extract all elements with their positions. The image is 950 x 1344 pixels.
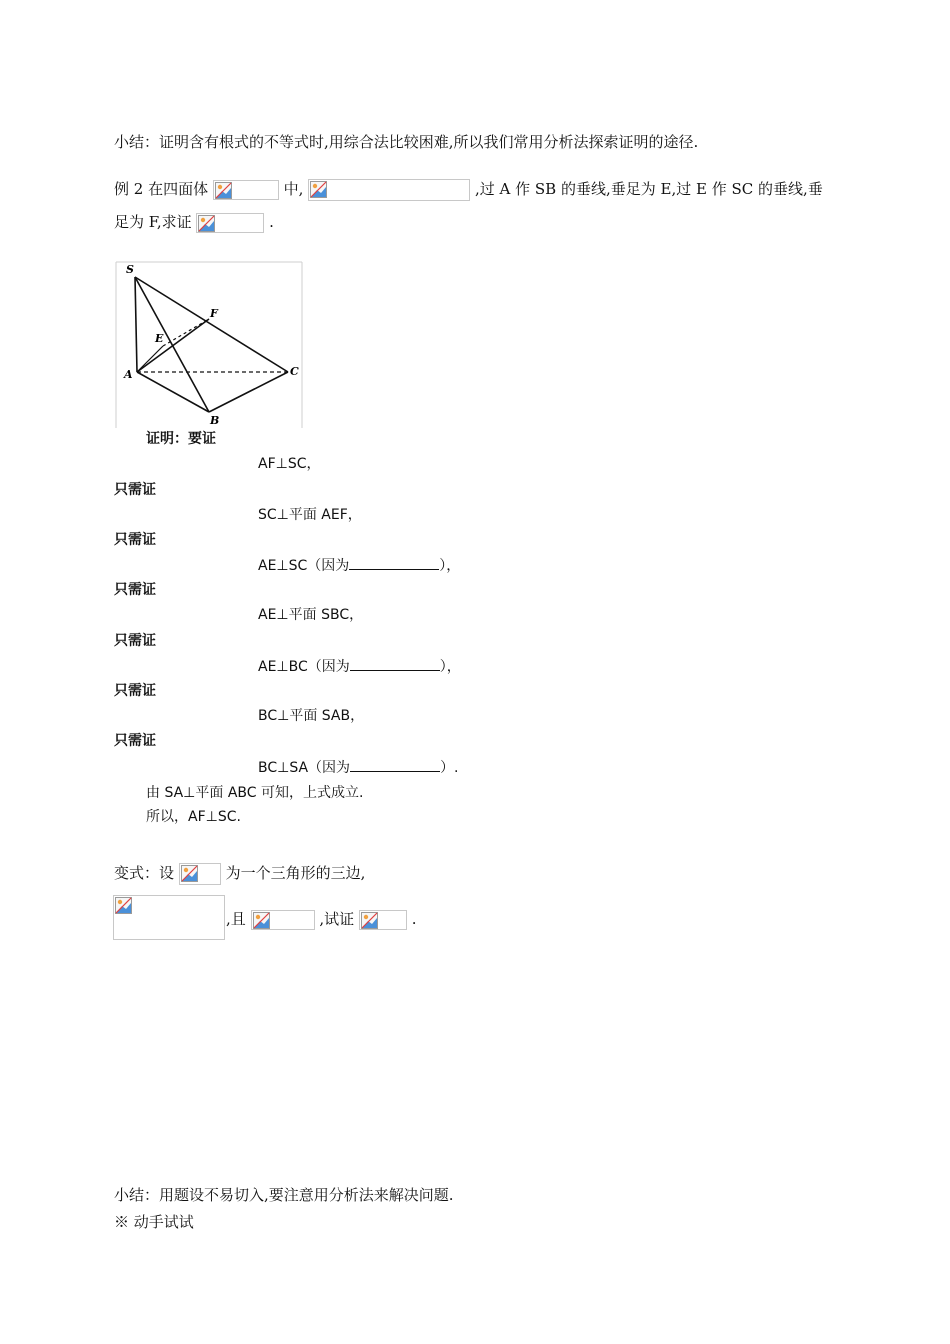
proof-intro: 证明：要证: [146, 431, 216, 447]
summary-text-1: 小结：证明含有根式的不等式时,用综合法比较困难,所以我们常用分析法探索证明的途径.: [114, 133, 699, 151]
variant-line-2: [113, 895, 225, 940]
proof-step-3-end: ），: [439, 558, 461, 574]
try-it-heading: ※ 动手试试: [114, 1213, 194, 1231]
variant-suffix: 为一个三角形的三边,: [225, 864, 366, 882]
fill-in-blank-2[interactable]: [350, 657, 440, 671]
tetrahedron-diagram: [114, 260, 304, 430]
proof-need-2: 只需证: [114, 532, 156, 548]
label-a: A: [124, 368, 133, 381]
formula-image-large: [113, 895, 225, 940]
proof-step-5: [258, 657, 461, 676]
proof-need-3: 只需证: [114, 582, 156, 598]
tetrahedron-figure: [114, 260, 304, 434]
summary-text-2: 小结：用题设不易切入,要注意用分析法来解决问题.: [114, 1186, 454, 1204]
broken-image-icon: [310, 181, 327, 198]
broken-image-icon: [198, 215, 215, 232]
example-2-line-2-suffix: .: [269, 213, 274, 231]
proof-step-7-end: ）.: [440, 760, 459, 776]
formula-image: [213, 180, 279, 200]
proof-need-4: 只需证: [114, 633, 156, 649]
formula-image: [179, 863, 221, 885]
proof-step-4: AE⊥平面 SBC，: [258, 607, 364, 623]
variant-prove: ,试证: [319, 910, 355, 928]
formula-image: [308, 179, 470, 201]
variant-line-2-text: [226, 909, 416, 930]
proof-step-5-text: AE⊥BC（因为: [258, 659, 350, 675]
label-s: S: [126, 263, 134, 276]
proof-step-2: SC⊥平面 AEF，: [258, 507, 362, 523]
proof-conclusion-2: 所以，AF⊥SC.: [146, 809, 241, 825]
label-b: B: [210, 414, 220, 427]
label-f: F: [210, 307, 218, 320]
example-2-line-1: [114, 179, 823, 201]
formula-image: [196, 213, 264, 233]
broken-image-icon: [115, 897, 132, 914]
proof-need-1: 只需证: [114, 482, 156, 498]
broken-image-icon: [253, 912, 270, 929]
proof-conclusion-1: 由 SA⊥平面 ABC 可知，上式成立.: [146, 785, 364, 801]
variant-end: .: [411, 910, 417, 928]
example-2-line-2: [114, 212, 274, 233]
example-2-line-2-prefix: 足为 F,求证: [114, 213, 192, 231]
formula-image: [359, 910, 407, 930]
label-c: C: [290, 365, 299, 378]
proof-step-1: AF⊥SC，: [258, 456, 321, 472]
example-2-label: 例 2 在四面体: [114, 180, 209, 198]
proof-need-6: 只需证: [114, 733, 156, 749]
broken-image-icon: [215, 182, 232, 199]
proof-step-3: [258, 556, 460, 575]
fill-in-blank-1[interactable]: [349, 556, 439, 570]
proof-step-7-text: BC⊥SA（因为: [258, 760, 351, 776]
formula-image: [251, 910, 315, 930]
proof-need-5: 只需证: [114, 683, 156, 699]
proof-step-7: [258, 758, 459, 777]
variant-prefix: 变式：设: [114, 864, 175, 882]
variant-and: ,且: [226, 910, 246, 928]
proof-step-5-end: ），: [439, 659, 461, 675]
example-2-mid-2: ,过 A 作 SB 的垂线,垂足为 E,过 E 作 SC 的垂线,垂: [475, 180, 823, 198]
proof-step-6: BC⊥平面 SAB，: [258, 708, 365, 724]
example-2-mid-1: 中,: [283, 180, 304, 198]
broken-image-icon: [361, 912, 378, 929]
fill-in-blank-3[interactable]: [350, 758, 440, 772]
label-e: E: [155, 332, 164, 345]
variant-line-1: [114, 863, 365, 885]
broken-image-icon: [181, 865, 198, 882]
proof-step-3-text: AE⊥SC（因为: [258, 558, 350, 574]
